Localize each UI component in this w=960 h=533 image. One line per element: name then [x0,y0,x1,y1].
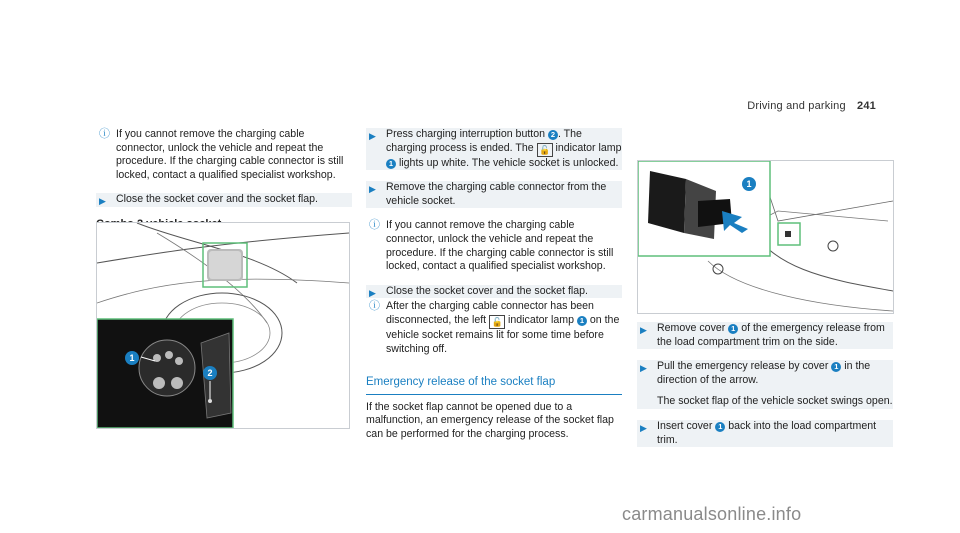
arrow-right-icon: ▶ [640,325,647,335]
callout-1: 1 [728,324,738,334]
callout-1: 1 [715,422,725,432]
arrow-right-icon: ▶ [369,287,376,298]
callout-1: 1 [577,316,587,326]
watermark: carmanualsonline.info [622,504,802,524]
arrow-right-icon: ▶ [640,422,647,433]
step-item [366,128,622,170]
note-text: If you cannot remove the charging cable connector, unlock the vehicle and repeat the procedure. If the charging cable connector is still locked, contact a qualified specialist workshop. [116,128,344,181]
step-item [637,322,893,349]
arrow-right-icon: ▶ [99,196,106,207]
step-subtext: The socket flap of the vehicle socket swings open. [657,395,893,408]
section-heading: Emergency release of the socket flap [366,376,622,395]
load-compartment-illustration [638,161,893,313]
note-text: If you cannot remove the charging cable connector, unlock the vehicle and repeat the procedure. If the charging cable connector is still locked, contact a qualified specialist workshop. [386,219,614,273]
info-note [366,219,622,273]
arrow-right-icon: ▶ [640,363,647,374]
step-item [96,193,352,207]
step-item [637,360,893,409]
info-icon: ⓘ [99,128,110,140]
emergency-release-figure [637,160,894,314]
step-text: Close the socket cover and the socket flap. [386,284,588,297]
step-item [366,285,622,299]
unlock-icon: 🔓 [537,143,553,157]
step-item [366,181,622,208]
callout-2: 2 [548,130,558,140]
callout-1: 1 [831,362,841,372]
arrow-right-icon: ▶ [369,131,376,141]
info-note [366,300,622,356]
note-text: After the charging cable connector has been disconnected, the left [386,300,594,326]
section-title: Driving and parking [747,100,846,112]
combo2-socket-figure [96,222,350,429]
unlock-icon: 🔓 [489,315,505,329]
callout-1: 1 [742,177,756,191]
step-text: Remove cover [657,322,726,334]
step-text: in the direction of the arrow. [657,360,871,386]
info-note [96,128,352,182]
car-socket-illustration [97,223,349,428]
page-header [747,100,876,112]
note-text: indicator lamp [508,313,574,326]
step-text: Pull the emergency release by cover [657,360,829,373]
info-icon: ⓘ [369,219,380,232]
callout-1: 1 [125,351,139,365]
step-text: Remove the charging cable connector from the vehicle socket. [386,181,607,207]
step-text: Press charging interruption button [386,128,545,140]
arrow-right-icon: ▶ [369,184,376,195]
step-text: . The charging process is ended. The [386,128,582,154]
step-text: indicator lamp [555,141,622,154]
callout-2: 2 [203,366,217,380]
callout-1: 1 [386,159,396,169]
page-number: 241 [857,100,876,112]
step-item [637,420,893,447]
paragraph: If the socket flap cannot be opened due to a malfunction, an emergency release of the socket flap can be performed for the charging process. [366,400,614,440]
step-text: Insert cover [657,419,713,432]
step-text: lights up white. The vehicle socket is unlocked. [398,156,619,169]
step-text: Close the socket cover and the socket flap. [116,193,318,206]
column-3 [637,322,893,458]
info-icon: ⓘ [369,300,380,313]
column-2 [366,128,622,442]
note-text: on the vehicle socket remains lit for some time before switching off. [386,313,620,355]
step-text: back into the load compartment trim. [657,419,877,446]
step-text: of the emergency release from the load compartment trim on the side. [657,322,885,348]
